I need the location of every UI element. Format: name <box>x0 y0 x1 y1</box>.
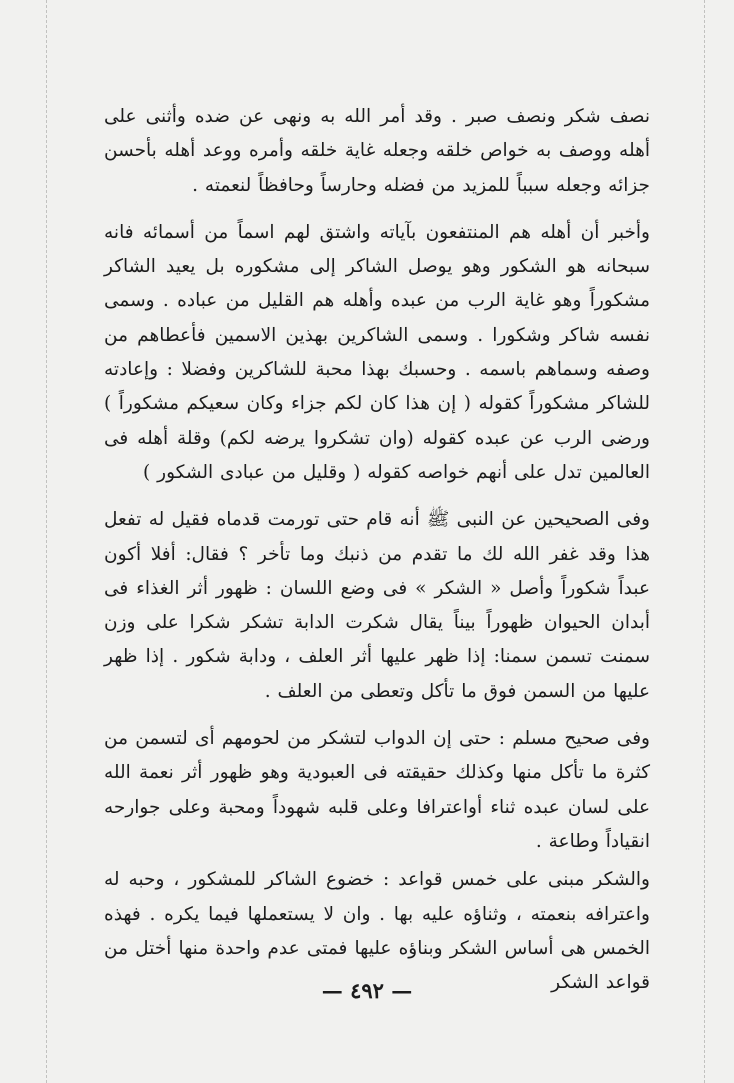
paragraph-3: وفى الصحيحين عن النبى ﷺ أنه قام حتى تورمت قدماه فقيل له تفعل هذا وقد غفر الله لك ما تقدم من ذنبك وما تأخر ؟ فقال: أفلا أكون عبداً شكوراً وأصل « الشكر » فى وضع اللسان : ظهور أثر الغذاء فى أبدان الحيوان ظهوراً بيناً يقال شكرت الدابة تشكر شكرا على وزن سمنت تسمن سمنا: إذا ظهر عليها أثر العلف ، ودابة شكور . إذا ظهر عليها من السمن فوق ما تأكل وتعطى من العلف . <box>104 509 650 702</box>
scan-margin-line-right <box>704 0 705 1083</box>
page-body <box>104 100 650 1000</box>
paragraph-1: نصف شكر ونصف صبر . وقد أمر الله به ونهى عن ضده وأثنى على أهله ووصف به خواص خلقه وجعله غاية خلقه وأمره ووعد أهله بأحسن جزائه وجعله سبباً للمزيد من فضله وحارساً وحافظاً لنعمته . <box>104 106 650 196</box>
page-number: — ٤٩٢ — <box>321 978 413 1003</box>
scan-margin-line-left <box>46 0 47 1083</box>
paragraph-4: وفى صحيح مسلم : حتى إن الدواب لتشكر من لحومهم أى لتسمن من كثرة ما تأكل منها وكذلك حقيقته فى العبودية وهو ظهور أثر نعمة الله على لسان عبده ثناء أواعترافا وعلى قلبه شهوداً ومحبة وعلى جوارحه انقياداً وطاعة . <box>104 728 650 852</box>
paragraph-5: والشكر مبنى على خمس قواعد : خضوع الشاكر للمشكور ، وحبه له واعترافه بنعمته ، وثناؤه عليه بها . وان لا يستعملها فيما يكره . فهذه الخمس هى أساس الشكر وبناؤه عليها فمتى عدم واحدة منها أختل من قواعد الشكر <box>104 869 650 994</box>
paragraph-2: وأخبر أن أهله هم المنتفعون بآياته واشتق لهم اسماً من أسمائه فانه سبحانه هو الشكور وهو يوصل الشاكر إلى مشكوره بل يعيد الشاكر مشكوراً وهو غاية الرب من عبده وأهله هم القليل من عباده . وسمى نفسه شاكر وشكورا . وسمى الشاكرين بهذين الاسمين فأعطاهم من وصفه وسماهم باسمه . وحسبك بهذا محبة للشاكرين وفضلا : وإعادته للشاكر مشكوراً كقوله ( إن هذا كان لكم جزاء وكان سعيكم مشكوراً ) ورضى الرب عن عبده كقوله (وان تشكروا يرضه لكم) وقلة أهله فى العالمين تدل على أنهم خواصه كقوله ( وقليل من عبادى الشكور ) <box>104 221 650 483</box>
